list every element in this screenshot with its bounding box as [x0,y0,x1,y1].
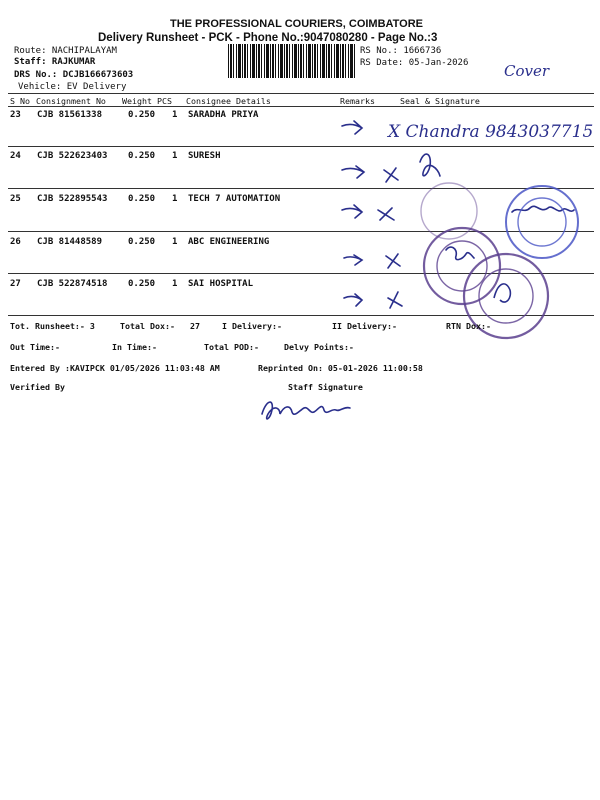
row-weight: 0.250 [128,237,156,247]
row-pcs: 1 [172,151,178,161]
company-title: THE PROFESSIONAL COURIERS, COIMBATORE [170,18,424,30]
out-time-label: Out Time:- [10,342,60,352]
row-pcs: 1 [172,237,178,247]
row-consignment-no: CJB 81561338 [37,110,103,120]
row-consignee: ABC ENGINEERING [188,237,270,247]
row-sno: 25 [10,194,21,204]
entered-by: Entered By :KAVIPCK 01/05/2026 11:03:48 AM [10,363,220,373]
row-sno: 26 [10,237,21,247]
delvy-points-label: Delvy Points:- [284,342,354,352]
col-pcs: PCS [157,96,172,106]
staff-signature-label: Staff Signature [288,382,363,392]
row-pcs: 1 [172,110,178,120]
tot-runsheet: Tot. Runsheet:- 3 [10,321,95,331]
col-consignment-no: Consignment No [36,96,106,106]
staff-label: Staff: RAJKUMAR [14,57,96,67]
vehicle-label: Vehicle: EV Delivery [18,82,127,92]
row-consignment-no: CJB 81448589 [37,237,103,247]
row-pcs: 1 [172,194,178,204]
row-sno: 27 [10,279,21,289]
row-pcs: 1 [172,279,178,289]
col-seal-signature: Seal & Signature [400,96,480,106]
cover-handwritten-note: Cover [504,62,550,80]
row-sno: 24 [10,151,21,161]
row-weight: 0.250 [128,279,156,289]
rtn-dox-label: RTN Dox:- [446,321,491,331]
total-dox-value: 27 [190,321,200,331]
rs-number: RS No.: 1666736 [360,46,442,56]
drs-number: DRS No.: DCJB166673603 [14,70,134,80]
staff-signature-scribble [258,392,368,428]
row-consignee: SURESH [188,151,221,161]
ii-delivery-label: II Delivery:- [332,321,397,331]
col-remarks: Remarks [340,96,375,106]
route-label: Route: NACHIPALAYAM [14,46,117,56]
row-consignment-no: CJB 522874518 [37,279,108,289]
row-consignee: SAI HOSPITAL [188,279,254,289]
total-pod-label: Total POD:- [204,342,259,352]
total-dox-label: Total Dox:- [120,321,175,331]
runsheet-subtitle: Delivery Runsheet - PCK - Phone No.:9047080280 - Page No.:3 [98,32,438,44]
col-sno: S No [10,96,30,106]
row-consignee: SARADHA PRIYA [188,110,259,120]
row-weight: 0.250 [128,194,156,204]
row1-handwritten-signature: X Chandra 9843037715 [388,122,594,142]
row-consignment-no: CJB 522895543 [37,194,108,204]
row-weight: 0.250 [128,151,156,161]
row-consignee: TECH 7 AUTOMATION [188,194,281,204]
row-weight: 0.250 [128,110,156,120]
col-weight: Weight [122,96,152,106]
in-time-label: In Time:- [112,342,157,352]
row-sno: 23 [10,110,21,120]
rs-date: RS Date: 05-Jan-2026 [360,58,469,68]
row-consignment-no: CJB 522623403 [37,151,108,161]
reprinted-on: Reprinted On: 05-01-2026 11:00:58 [258,363,423,373]
verified-by-label: Verified By [10,382,65,392]
col-consignee-details: Consignee Details [186,96,271,106]
i-delivery-label: I Delivery:- [222,321,282,331]
